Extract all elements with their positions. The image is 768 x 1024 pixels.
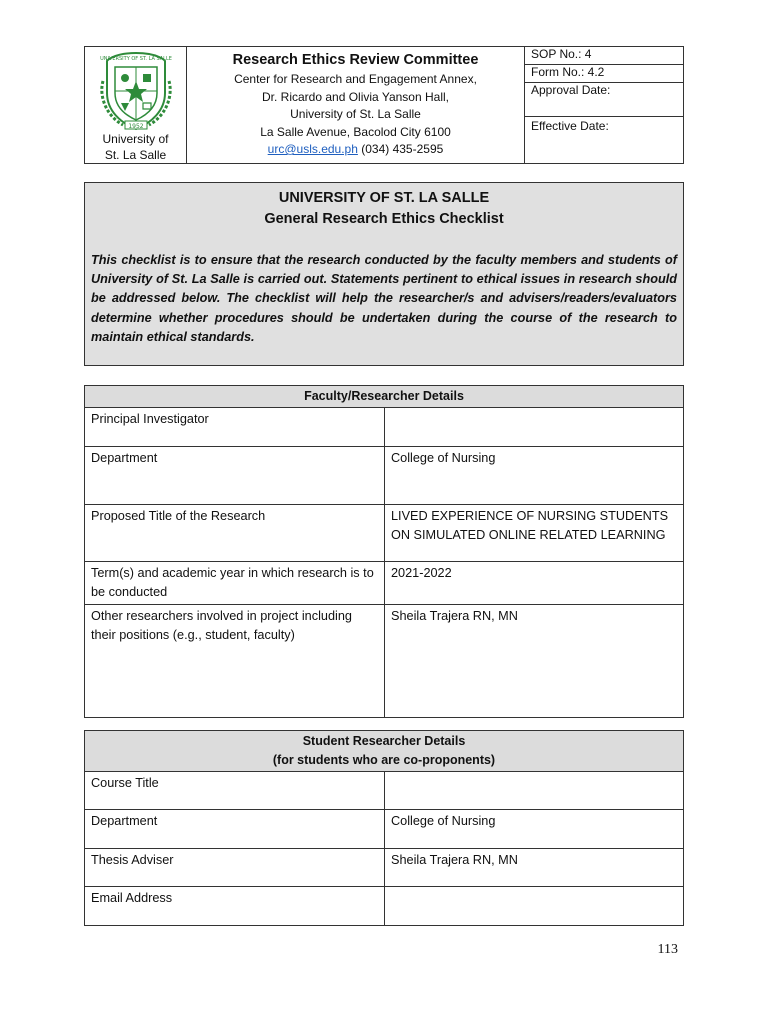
faculty-table-heading: Faculty/Researcher Details	[85, 386, 684, 408]
table-row	[85, 562, 684, 605]
student-details-table	[84, 730, 684, 926]
address-line-1: Center for Research and Engagement Annex,	[234, 72, 477, 86]
row-label: Email Address	[85, 887, 385, 926]
row-label: Department	[85, 810, 385, 849]
table-row	[85, 772, 684, 810]
table-row	[85, 810, 684, 849]
phone-number: (034) 435-2595	[357, 142, 444, 156]
contact-line	[187, 141, 524, 159]
row-label: Thesis Adviser	[85, 849, 385, 887]
address-line-2: Dr. Ricardo and Olivia Yanson Hall,	[262, 89, 449, 104]
sop-number: SOP No.: 4	[525, 47, 683, 65]
student-heading-line-2: (for students who are co-proponents)	[272, 753, 496, 767]
table-row	[85, 849, 684, 887]
row-label: Term(s) and academic year in which research is to be conducted	[85, 562, 385, 605]
committee-info-cell	[187, 47, 525, 163]
committee-title: Research Ethics Review Committee	[232, 52, 479, 68]
faculty-details-table	[84, 385, 684, 718]
table-row	[85, 887, 684, 926]
row-label: Principal Investigator	[85, 408, 385, 447]
effective-date: Effective Date:	[531, 119, 609, 133]
row-value[interactable]	[385, 408, 684, 447]
address-line-4: La Salle Avenue, Bacolod City 6100	[260, 124, 451, 139]
document-header	[84, 46, 684, 164]
row-label: Other researchers involved in project including their positions (e.g., student, faculty)	[85, 605, 385, 718]
page-number: 113	[657, 942, 678, 957]
university-name	[85, 131, 186, 163]
row-value[interactable]: College of Nursing	[385, 447, 684, 505]
row-value[interactable]	[385, 772, 684, 810]
address-line-3: University of St. La Salle	[290, 107, 421, 121]
row-value[interactable]: 2021-2022	[385, 562, 684, 605]
title-line-2: General Research Ethics Checklist	[264, 211, 504, 227]
approval-date: Approval Date:	[525, 83, 683, 117]
row-label: Proposed Title of the Research	[85, 505, 385, 562]
table-row	[85, 505, 684, 562]
row-value[interactable]	[385, 887, 684, 926]
student-heading-line-1: Student Researcher Details	[302, 734, 466, 748]
row-value[interactable]: Sheila Trajera RN, MN	[385, 849, 684, 887]
email-link[interactable]: urc@usls.edu.ph	[267, 142, 358, 156]
table-row	[85, 408, 684, 447]
document-control-cell	[525, 47, 683, 163]
university-name-line-2: St. La Salle	[104, 148, 167, 162]
row-value[interactable]: Sheila Trajera RN, MN	[385, 605, 684, 718]
row-value[interactable]: College of Nursing	[385, 810, 684, 849]
row-value[interactable]: LIVED EXPERIENCE OF NURSING STUDENTS ON SIMULATED ONLINE RELATED LEARNING	[385, 505, 684, 562]
seal-year: 1952	[128, 123, 144, 130]
form-number: Form No.: 4.2	[525, 65, 683, 83]
university-name-line-1: University of	[102, 132, 169, 146]
checklist-intro: This checklist is to ensure that the research conducted by the faculty members and students of University of St. La Salle is carried out. Statements pertinent to ethical issues in research should be addressed below. The checklist will help the researcher/s and advisers/readers/evaluators determine whether procedures should be undertaken during the course of the research to maintain ethical standards.	[91, 253, 677, 344]
university-seal-logo	[95, 51, 177, 133]
checklist-title-block	[84, 182, 684, 366]
row-label: Department	[85, 447, 385, 505]
table-row	[85, 605, 684, 718]
logo-cell	[85, 47, 187, 163]
table-row	[85, 447, 684, 505]
student-table-heading	[85, 731, 684, 772]
seal-text: UNIVERSITY OF ST. LA SALLE	[100, 56, 172, 62]
row-label: Course Title	[85, 772, 385, 810]
title-line-1: UNIVERSITY OF ST. LA SALLE	[278, 190, 490, 206]
